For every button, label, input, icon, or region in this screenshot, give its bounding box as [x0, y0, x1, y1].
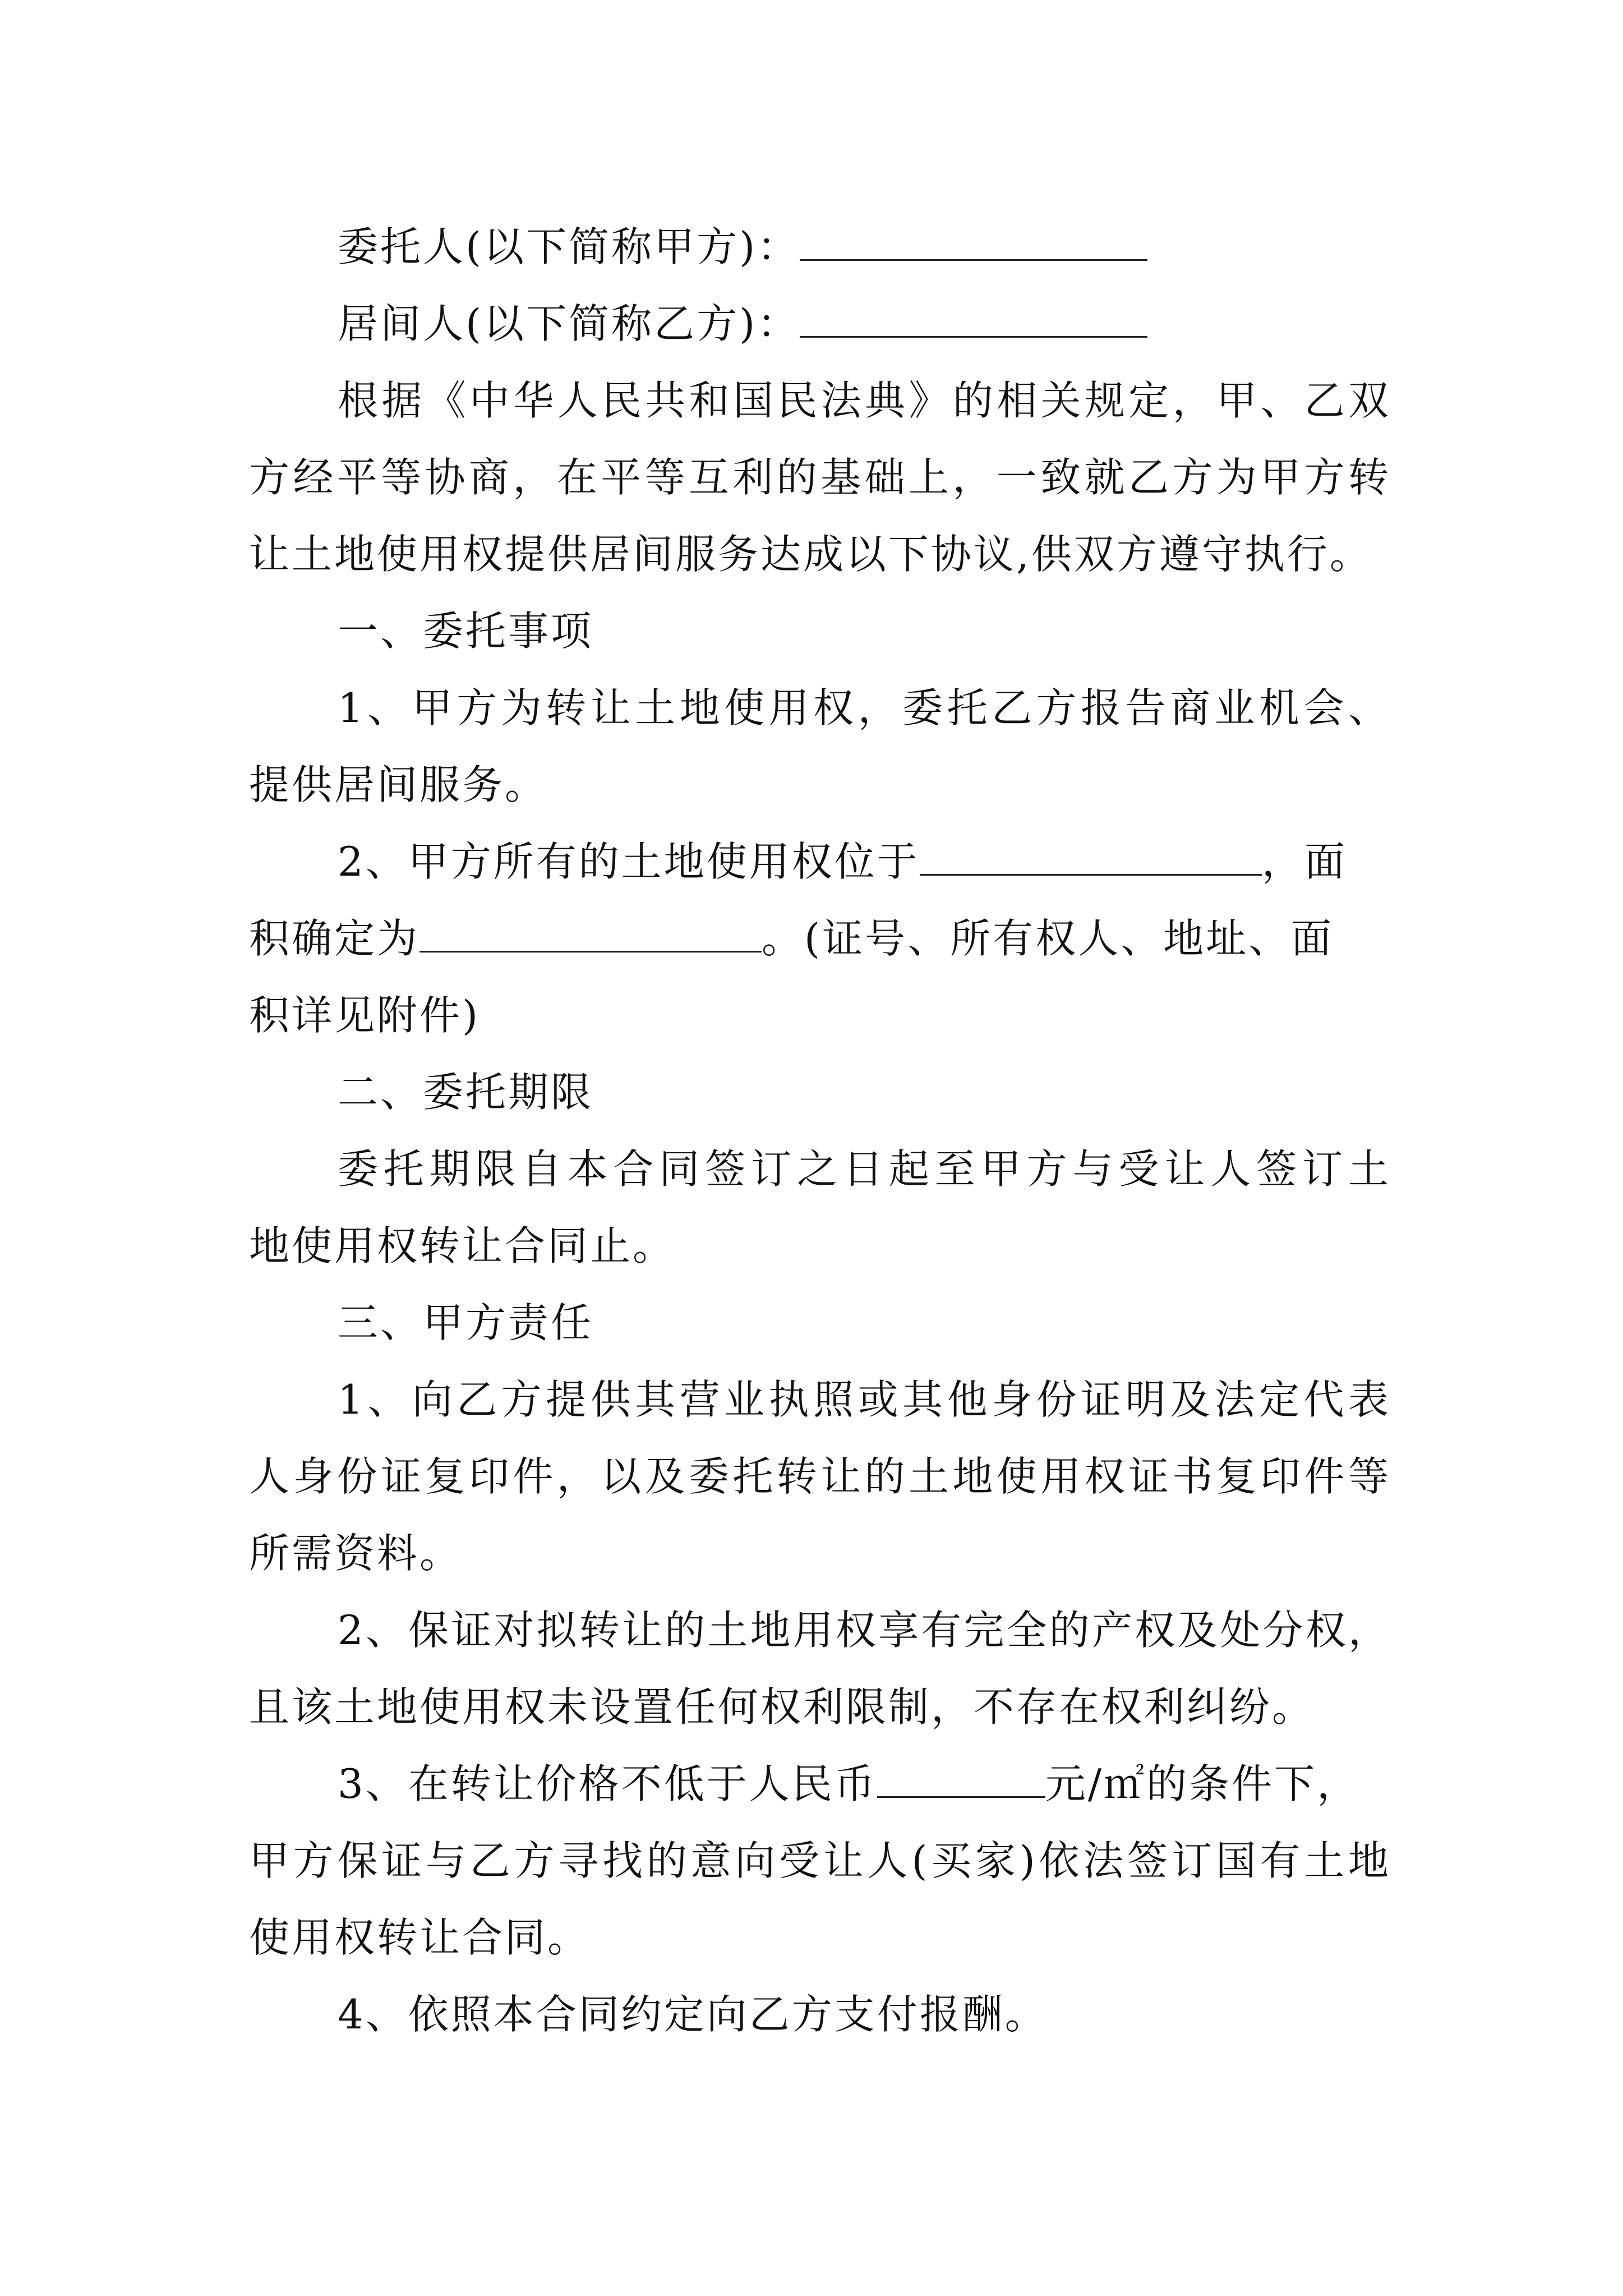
section1-item2-line-3: 积详见附件) — [249, 992, 481, 1039]
section3-item3-line-2: 甲方保证与乙方寻找的意向受让人(买家)依法签订国有土地 — [249, 1837, 1391, 1884]
intermediary-line — [249, 286, 1391, 362]
price-blank — [877, 1764, 1045, 1798]
section1-item2-line-2 — [249, 900, 1391, 977]
section1-item2-text-b: ，面 — [1261, 838, 1347, 885]
principal-label: 委托人(以下简称甲方)： — [338, 223, 800, 270]
section2-heading: 二、委托期限 — [338, 1069, 594, 1116]
section3-item2-line-1: 2、保证对拟转让的土地用权享有完全的产权及处分权， — [338, 1607, 1391, 1654]
section3-item3-text-b: 元/㎡的条件下， — [1045, 1760, 1360, 1807]
section3-item2-line-2: 且该土地使用权未设置任何权利限制，不存在权利纠纷。 — [249, 1683, 1315, 1731]
section1-item1-line-2: 提供居间服务。 — [249, 761, 548, 808]
section2-body-line-2: 地使用权转让合同止。 — [249, 1222, 676, 1269]
section3-heading: 三、甲方责任 — [338, 1299, 594, 1346]
section3-item3-text-a: 3、在转让价格不低于人民币 — [338, 1760, 877, 1807]
section3-item1-line-3: 所需资料。 — [249, 1530, 463, 1577]
preamble-line-1: 根据《中华人民共和国民法典》的相关规定，甲、乙双 — [338, 377, 1391, 424]
section1-item2-text-c: 积确定为 — [249, 915, 420, 962]
section3-item1-line-1: 1、向乙方提供其营业执照或其他身份证明及法定代表 — [338, 1376, 1391, 1423]
principal-line — [249, 209, 1391, 286]
section3-item3-line-1 — [249, 1746, 1391, 1823]
principal-blank — [800, 227, 1147, 261]
section1-item2-line-1 — [249, 823, 1391, 900]
preamble-line-2: 方经平等协商，在平等互利的基础上，一致就乙方为甲方转 — [249, 454, 1391, 501]
preamble-line-3: 让土地使用权提供居间服务达成以下协议,供双方遵守执行。 — [249, 531, 1372, 578]
section3-item4: 4、依照本合同约定向乙方支付报酬。 — [338, 1991, 1048, 2038]
section3-item3-line-3: 使用权转让合同。 — [249, 1914, 591, 1961]
intermediary-blank — [800, 303, 1147, 338]
section3-item1-line-2: 人身份证复印件，以及委托转让的土地使用权证书复印件等 — [249, 1453, 1391, 1500]
section2-body-line-1: 委托期限自本合同签订之日起至甲方与受让人签订土 — [338, 1145, 1391, 1193]
section1-item1-line-1: 1、甲方为转让土地使用权，委托乙方报告商业机会、 — [338, 684, 1391, 731]
land-area-blank — [419, 918, 762, 953]
intermediary-label: 居间人(以下简称乙方)： — [338, 300, 800, 347]
section1-item2-text-d: 。(证号、所有权人、地址、面 — [762, 915, 1334, 962]
land-location-blank — [920, 841, 1262, 876]
section1-item2-text-a: 2、甲方所有的土地使用权位于 — [338, 838, 920, 885]
section1-heading: 一、委托事项 — [338, 608, 594, 655]
contract-body — [249, 209, 1391, 2053]
